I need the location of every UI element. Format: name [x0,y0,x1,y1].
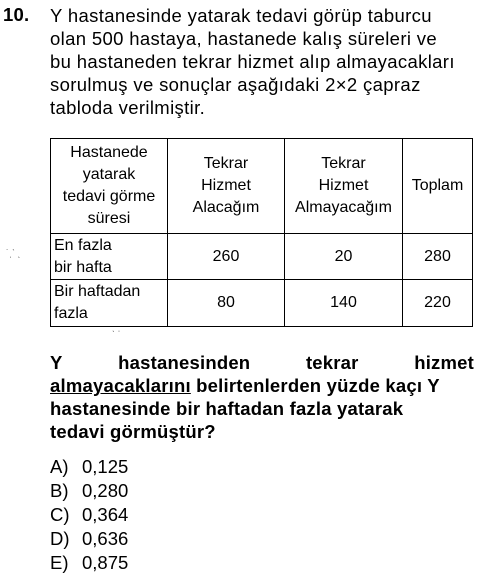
row-label [51,234,168,280]
option-letter: E) [50,552,69,573]
question-line: tedavi görmüştür? [50,421,216,442]
underlined-keyword: almayacaklarını [50,375,191,396]
option-value: 0,125 [82,456,129,477]
question-text [50,351,474,443]
header-line: Almayacağım [295,199,392,216]
header-total [403,139,473,234]
header-line: yatarak [82,166,136,183]
row-label-line: En fazla [54,236,112,254]
intro-line: tabloda verilmiştir. [50,97,206,118]
question-word: tekrar [305,352,359,373]
header-line: Hizmet [201,177,251,194]
option-value: 0,364 [82,504,129,525]
table-cell: 140 [285,280,403,327]
header-duration [51,139,168,234]
option-letter: B) [50,480,69,501]
question-word: hastanesinden [118,352,251,373]
header-line: tedavi görme [62,188,156,205]
option-value: 0,280 [82,480,129,501]
table-cell: 80 [168,280,285,327]
question-word: Y [50,352,63,373]
question-line-rest: belirtenlerden yüzde kaçı Y [190,375,440,396]
intro-line: sorulmuş ve sonuçlar aşağıdaki 2×2 çapraz [50,74,421,95]
intro-line: bu hastaneden tekrar hizmet alıp almayacakları [50,51,455,72]
answer-option-a[interactable] [50,455,128,479]
option-letter: C) [50,504,70,525]
table-cell: 20 [285,234,403,280]
question-line: hastanesinde bir haftadan fazla yatarak [50,398,404,419]
header-will-not-use [285,139,403,234]
row-label-line: Bir haftadan [54,283,141,300]
header-line: Toplam [411,177,464,194]
scan-speck: ˎ ˌ [112,322,121,332]
header-line: Hizmet [318,177,369,194]
table-row [51,280,473,327]
table-cell: 260 [168,234,285,280]
option-letter: D) [50,528,70,549]
question-number: 10. [3,4,30,25]
table-cell: 280 [403,234,473,280]
answer-option-b[interactable] [50,479,128,503]
cross-table [50,138,473,327]
option-letter: A) [50,456,69,477]
option-value: 0,875 [82,552,129,573]
answer-options [50,455,128,575]
table-header-row [51,139,473,234]
question-line [50,374,474,397]
question-word: hizmet [414,352,474,373]
header-line: süresi [87,210,131,227]
answer-option-e[interactable] [50,551,128,575]
intro-line: olan 500 hastaya, hastanede kalış süreleri ve [50,28,438,49]
answer-option-d[interactable] [50,527,128,551]
header-line: Hastanede [70,144,148,161]
row-label [51,280,168,327]
row-label-line: bir hafta [54,258,112,276]
header-line: Alacağım [192,199,260,216]
table-row [51,234,473,280]
scan-speck: ˙ˌˋ ˎ [6,248,21,258]
row-label-line: fazla [54,305,88,322]
question-line [50,351,474,374]
question-intro [50,4,478,119]
table-cell: 220 [403,280,473,327]
header-will-use [168,139,285,234]
answer-option-c[interactable] [50,503,128,527]
intro-line: Y hastanesinde yatarak tedavi görüp taburcu [50,5,432,26]
header-line: Tekrar [321,155,366,172]
header-line: Tekrar [203,155,249,172]
option-value: 0,636 [82,528,129,549]
